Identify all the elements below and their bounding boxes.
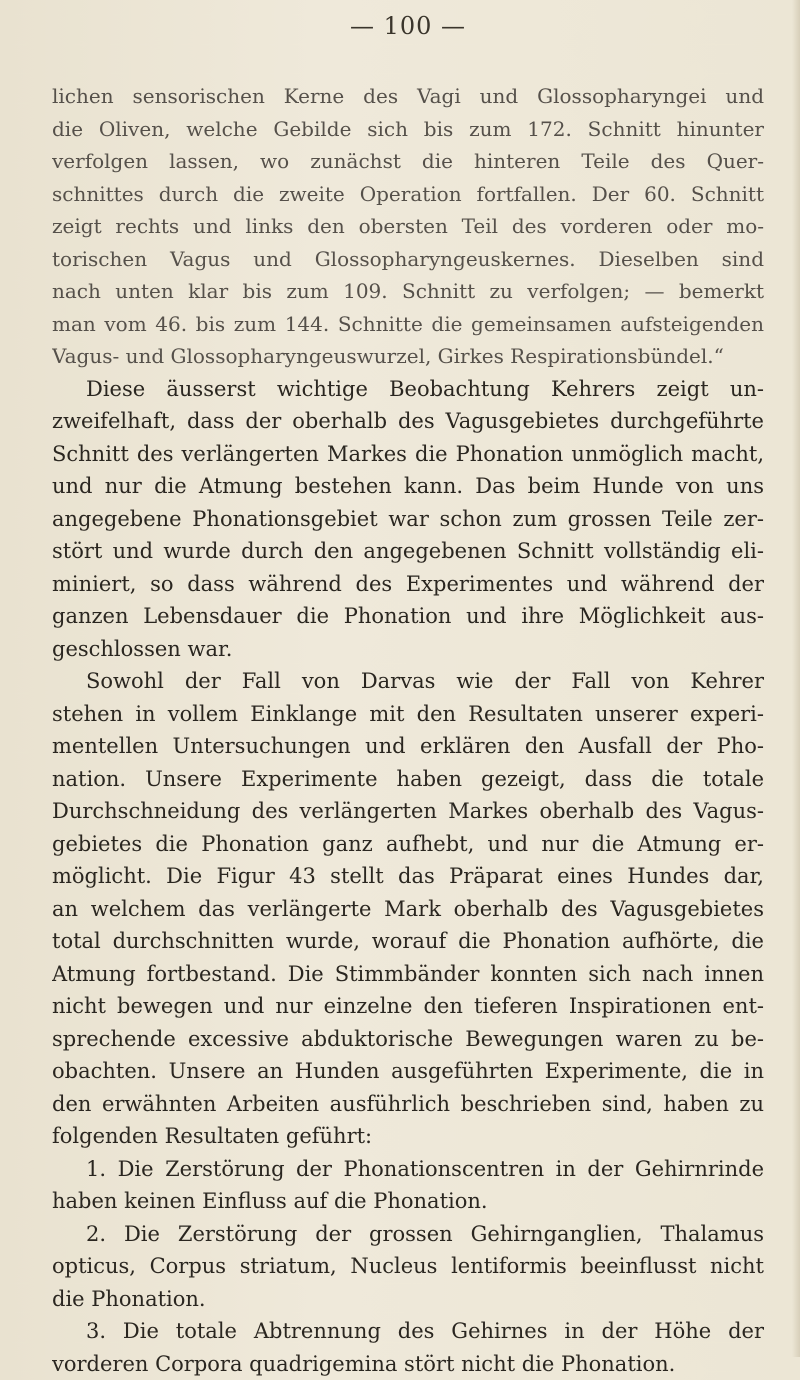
- text-line: ganzen Lebensdauer die Phonation und ihre Möglichkeit aus-: [52, 600, 764, 633]
- text-line: total durchschnitten wurde, worauf die Phonation aufhörte, die: [52, 925, 764, 958]
- text-line: schnittes durch die zweite Operation fortfallen. Der 60. Schnitt: [52, 178, 764, 211]
- text-line: vorderen Corpora quadrigemina stört nicht die Phonation.: [52, 1348, 764, 1380]
- text-line: 1. Die Zerstörung der Phonationscentren in der Gehirnrinde: [52, 1153, 764, 1186]
- page-number-header: — 100 —: [52, 12, 764, 40]
- text-line: opticus, Corpus striatum, Nucleus lentiformis beeinflusst nicht: [52, 1250, 764, 1283]
- text-line: Durchschneidung des verlängerten Markes oberhalb des Vagus-: [52, 795, 764, 828]
- text-line: sprechende excessive abduktorische Bewegungen waren zu be-: [52, 1023, 764, 1056]
- text-line: folgenden Resultaten geführt:: [52, 1120, 764, 1153]
- text-line: Vagus- und Glossopharyngeuswurzel, Girkes Respirationsbündel.“: [52, 340, 764, 373]
- text-line: zeigt rechts und links den obersten Teil des vorderen oder mo-: [52, 210, 764, 243]
- text-line: stehen in vollem Einklange mit den Resultaten unserer experi-: [52, 698, 764, 731]
- text-line: die Phonation.: [52, 1283, 764, 1316]
- text-line: Atmung fortbestand. Die Stimmbänder konnten sich nach innen: [52, 958, 764, 991]
- text-line: lichen sensorischen Kerne des Vagi und Glossopharyngei und: [52, 80, 764, 113]
- text-line: an welchem das verlängerte Mark oberhalb des Vagusgebietes: [52, 893, 764, 926]
- text-line: geschlossen war.: [52, 633, 764, 666]
- text-line: nation. Unsere Experimente haben gezeigt, dass die totale: [52, 763, 764, 796]
- text-line: Diese äusserst wichtige Beobachtung Kehrers zeigt un-: [52, 373, 764, 406]
- text-line: angegebene Phonationsgebiet war schon zum grossen Teile zer-: [52, 503, 764, 536]
- text-line: stört und wurde durch den angegebenen Schnitt vollständig eli-: [52, 535, 764, 568]
- text-line: haben keinen Einfluss auf die Phonation.: [52, 1185, 764, 1218]
- text-line: die Oliven, welche Gebilde sich bis zum 172. Schnitt hinunter: [52, 113, 764, 146]
- text-line: verfolgen lassen, wo zunächst die hinteren Teile des Quer-: [52, 145, 764, 178]
- text-line: 3. Die totale Abtrennung des Gehirnes in der Höhe der: [52, 1315, 764, 1348]
- text-line: den erwähnten Arbeiten ausführlich beschrieben sind, haben zu: [52, 1088, 764, 1121]
- text-line: obachten. Unsere an Hunden ausgeführten Experimente, die in: [52, 1055, 764, 1088]
- page-edge-shadow: [792, 0, 800, 1357]
- text-line: und nur die Atmung bestehen kann. Das beim Hunde von uns: [52, 470, 764, 503]
- text-line: mentellen Untersuchungen und erklären den Ausfall der Pho-: [52, 730, 764, 763]
- text-line: nicht bewegen und nur einzelne den tieferen Inspirationen ent-: [52, 990, 764, 1023]
- text-line: Sowohl der Fall von Darvas wie der Fall von Kehrer: [52, 665, 764, 698]
- text-line: nach unten klar bis zum 109. Schnitt zu verfolgen; — bemerkt: [52, 275, 764, 308]
- text-line: Schnitt des verlängerten Markes die Phonation unmöglich macht,: [52, 438, 764, 471]
- text-line: torischen Vagus und Glossopharyngeuskernes. Dieselben sind: [52, 243, 764, 276]
- text-line: miniert, so dass während des Experimentes und während der: [52, 568, 764, 601]
- text-line: möglicht. Die Figur 43 stellt das Präparat eines Hundes dar,: [52, 860, 764, 893]
- text-line: gebietes die Phonation ganz aufhebt, und nur die Atmung er-: [52, 828, 764, 861]
- text-line: man vom 46. bis zum 144. Schnitte die gemeinsamen aufsteigenden: [52, 308, 764, 341]
- text-line: 2. Die Zerstörung der grossen Gehirnganglien, Thalamus: [52, 1218, 764, 1251]
- text-line: zweifelhaft, dass der oberhalb des Vagusgebietes durchgeführte: [52, 405, 764, 438]
- body-text: [52, 80, 764, 1380]
